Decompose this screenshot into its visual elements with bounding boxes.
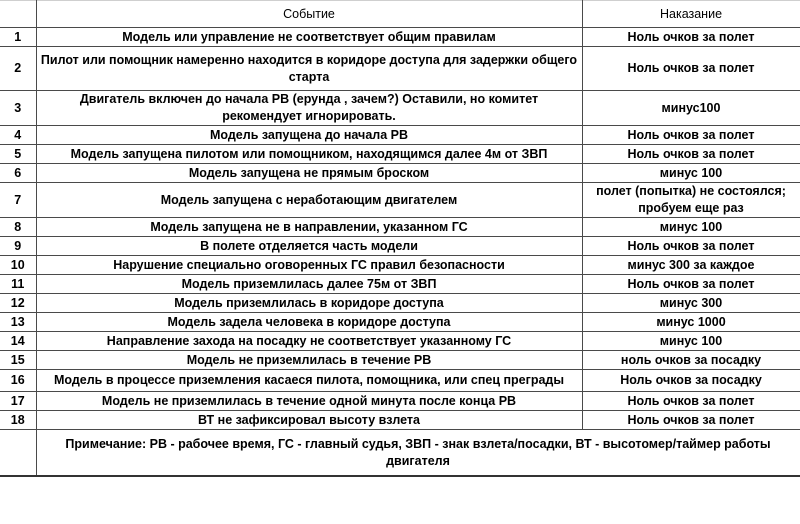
table-row: [0, 145, 800, 164]
note-row: [0, 430, 800, 477]
row-number: 8: [0, 218, 36, 237]
row-event: Модель в процессе приземления касаеся пилота, помощника, или спец преграды: [36, 370, 582, 392]
row-event: Пилот или помощник намеренно находится в коридоре доступа для задержки общего старта: [36, 47, 582, 91]
row-event: Направление захода на посадку не соответствует указанному ГС: [36, 332, 582, 351]
row-penalty: Ноль очков за полет: [582, 237, 800, 256]
row-number: 2: [0, 47, 36, 91]
table-row: [0, 183, 800, 218]
row-number: 17: [0, 392, 36, 411]
row-event: Двигатель включен до начала РВ (ерунда , зачем?) Оставили, но комитет рекомендует игнорировать.: [36, 91, 582, 126]
row-penalty: Ноль очков за полет: [582, 275, 800, 294]
table-row: [0, 313, 800, 332]
row-number: 12: [0, 294, 36, 313]
table-row: [0, 91, 800, 126]
table-row: [0, 294, 800, 313]
row-penalty: полет (попытка) не состоялся; пробуем еще раз: [582, 183, 800, 218]
row-penalty: минус 300 за каждое: [582, 256, 800, 275]
row-event: Модель задела человека в коридоре доступа: [36, 313, 582, 332]
row-number: 11: [0, 275, 36, 294]
row-event: В полете отделяется часть модели: [36, 237, 582, 256]
table-header-row: [0, 1, 800, 28]
row-penalty: Ноль очков за полет: [582, 47, 800, 91]
table-row: [0, 256, 800, 275]
row-number: 3: [0, 91, 36, 126]
header-event: Событие: [36, 1, 582, 28]
row-event: ВТ не зафиксировал высоту взлета: [36, 411, 582, 430]
row-penalty: минус 100: [582, 332, 800, 351]
row-penalty: Ноль очков за посадку: [582, 370, 800, 392]
row-penalty: Ноль очков за полет: [582, 28, 800, 47]
row-penalty: минус 300: [582, 294, 800, 313]
row-number: 7: [0, 183, 36, 218]
row-penalty: Ноль очков за полет: [582, 145, 800, 164]
row-penalty: Ноль очков за полет: [582, 126, 800, 145]
row-number: 14: [0, 332, 36, 351]
note-number-cell: [0, 430, 36, 477]
row-event: Нарушение специально оговоренных ГС правил безопасности: [36, 256, 582, 275]
row-event: Модель не приземлилась в течение одной минута после конца РВ: [36, 392, 582, 411]
table-row: [0, 411, 800, 430]
row-number: 1: [0, 28, 36, 47]
table-row: [0, 126, 800, 145]
header-number: [0, 1, 36, 28]
row-number: 6: [0, 164, 36, 183]
table-row: [0, 47, 800, 91]
row-event: Модель или управление не соответствует общим правилам: [36, 28, 582, 47]
row-number: 15: [0, 351, 36, 370]
row-event: Модель запущена до начала РВ: [36, 126, 582, 145]
table-row: [0, 370, 800, 392]
row-event: Модель запущена пилотом или помощником, находящимся далее 4м от ЗВП: [36, 145, 582, 164]
table-row: [0, 218, 800, 237]
row-event: Модель запущена с неработающим двигателем: [36, 183, 582, 218]
table-row: [0, 275, 800, 294]
table-row: [0, 237, 800, 256]
row-number: 4: [0, 126, 36, 145]
row-number: 18: [0, 411, 36, 430]
row-penalty: минус100: [582, 91, 800, 126]
row-event: Модель запущена не в направлении, указанном ГС: [36, 218, 582, 237]
header-penalty: Наказание: [582, 1, 800, 28]
row-penalty: минус 1000: [582, 313, 800, 332]
row-penalty: Ноль очков за полет: [582, 392, 800, 411]
row-event: Модель не приземлилась в течение РВ: [36, 351, 582, 370]
table-row: [0, 164, 800, 183]
note-text: Примечание: РВ - рабочее время, ГС - главный судья, ЗВП - знак взлета/посадки, ВТ - высотомер/таймер работы двигателя: [36, 430, 800, 477]
table-row: [0, 332, 800, 351]
row-number: 16: [0, 370, 36, 392]
row-number: 5: [0, 145, 36, 164]
table-row: [0, 392, 800, 411]
table-row: [0, 28, 800, 47]
row-event: Модель запущена не прямым броском: [36, 164, 582, 183]
row-number: 10: [0, 256, 36, 275]
row-event: Модель приземлилась далее 75м от ЗВП: [36, 275, 582, 294]
row-penalty: минус 100: [582, 218, 800, 237]
row-penalty: ноль очков за посадку: [582, 351, 800, 370]
row-number: 9: [0, 237, 36, 256]
row-event: Модель приземлилась в коридоре доступа: [36, 294, 582, 313]
table-row: [0, 351, 800, 370]
row-penalty: минус 100: [582, 164, 800, 183]
row-penalty: Ноль очков за полет: [582, 411, 800, 430]
row-number: 13: [0, 313, 36, 332]
